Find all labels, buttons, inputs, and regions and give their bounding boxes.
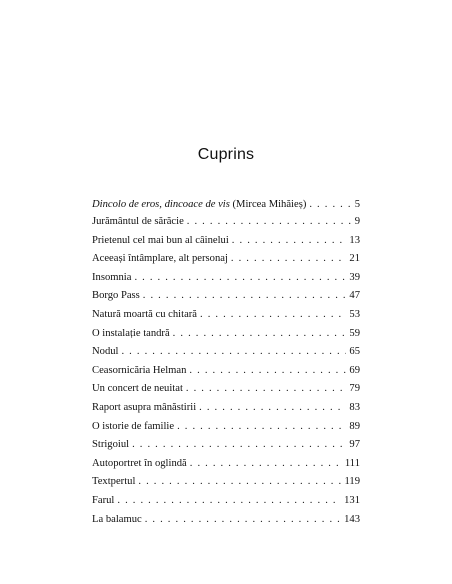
dot-leader [190, 455, 342, 474]
toc-entry-title: Insomnia [92, 271, 132, 283]
dot-leader [121, 343, 346, 362]
page-title: Cuprins [197, 146, 255, 163]
toc-entry-title: Natură moartă cu chitară [92, 308, 197, 320]
toc-entry-title: Raport asupra mânăstirii [92, 401, 197, 413]
dot-leader [200, 306, 346, 325]
dot-leader [231, 250, 347, 269]
toc-entry [92, 287, 360, 306]
toc-entry-page: 83 [349, 401, 360, 413]
toc-entry-page: 79 [349, 383, 360, 395]
toc-entry-page: 143 [344, 513, 360, 525]
toc-entry-page: 13 [349, 234, 360, 246]
toc-entry [92, 511, 360, 530]
toc-entry-page: 97 [349, 439, 360, 451]
toc-entry-title: Farul [92, 494, 115, 506]
dot-leader [145, 511, 341, 530]
toc-entry-page: 21 [349, 253, 360, 265]
toc-entry [92, 362, 360, 381]
dot-leader [199, 399, 346, 418]
toc-entry-title: Ceasornicăria Helman [92, 364, 187, 376]
toc-entry [92, 343, 360, 362]
toc-entry-page: 119 [344, 476, 360, 488]
dot-leader [134, 269, 346, 288]
toc-entry-title: Un concert de neuitat [92, 383, 183, 395]
dot-leader [117, 492, 341, 511]
toc-entry-title: Prietenul cel mai bun al câinelui [92, 234, 229, 246]
toc-entry [92, 213, 360, 232]
toc-entry-title: O istorie de familie [92, 420, 175, 432]
toc-entry [92, 473, 360, 492]
dot-leader [186, 380, 347, 399]
toc-entry-title: Aceeași întâmplare, alt personaj [92, 253, 228, 265]
toc-entry-page: 111 [344, 457, 360, 469]
toc-entry-title: La balamuc [92, 513, 142, 525]
toc-entry-title-italic: Dincolo de eros, dincoace de vis [92, 199, 230, 210]
dot-leader [138, 473, 341, 492]
toc-entry-title: Jurământul de sărăcie [92, 216, 184, 227]
toc-entry [92, 436, 360, 455]
dot-leader [232, 232, 347, 251]
toc-entry [92, 232, 360, 251]
toc-entry-page: 5 [354, 199, 360, 210]
toc-entry-page: 47 [349, 290, 360, 302]
toc-entry-title: O instalație tandră [92, 327, 170, 339]
toc-entry-title: Autoportret în oglindă [92, 457, 187, 469]
dot-leader [173, 325, 347, 344]
toc-entry-title: Borgo Pass [92, 290, 140, 302]
dot-leader [132, 436, 346, 455]
toc-entry-page: 69 [349, 364, 360, 376]
toc-entry-title: Strigoiul [92, 439, 130, 451]
toc-entry-page: 65 [349, 346, 360, 358]
toc-entry [92, 250, 360, 269]
toc-entry [92, 306, 360, 325]
dot-leader [187, 213, 352, 232]
dot-leader [143, 287, 347, 306]
toc-entry-page: 39 [349, 271, 360, 283]
toc-entry [92, 399, 360, 418]
toc-entry-page: 131 [344, 494, 360, 506]
toc-entry [92, 418, 360, 437]
dot-leader [189, 362, 346, 381]
toc-entry-page: 89 [349, 420, 360, 432]
toc-entry-author: (Mircea Mihăieș) [229, 199, 307, 210]
toc-entry [92, 492, 360, 511]
toc-entry [92, 269, 360, 288]
toc-entry-title: Nodul [92, 346, 119, 358]
toc-entry-page: 59 [349, 327, 360, 339]
toc-entry-title [92, 196, 306, 215]
toc-list [92, 213, 360, 529]
toc-entry-page: 53 [349, 308, 360, 320]
dot-leader [309, 196, 351, 215]
toc-entry-page: 9 [354, 216, 360, 227]
toc-entry [92, 325, 360, 344]
toc-entry-title: Textpertul [92, 476, 136, 488]
toc-entry [92, 380, 360, 399]
toc-entry [92, 455, 360, 474]
dot-leader [177, 418, 346, 437]
toc-entry-intro [92, 196, 360, 215]
